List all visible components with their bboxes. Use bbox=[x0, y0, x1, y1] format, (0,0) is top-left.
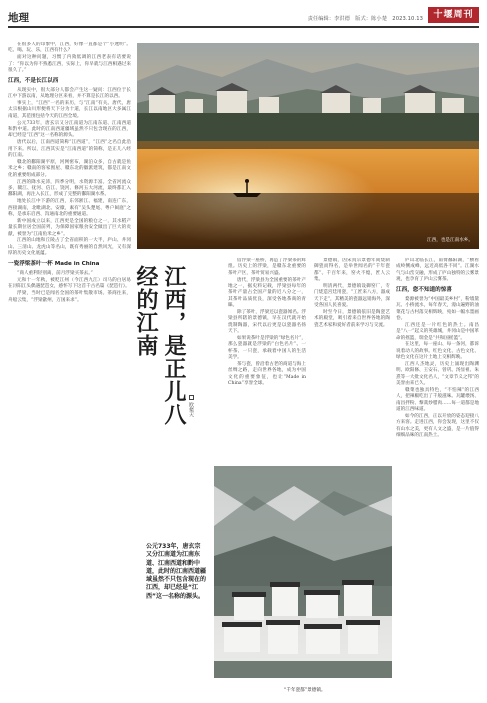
paragraph: 如果说茶叶是浮梁的“绿色名片”，那么瓷器就是浮梁的“白色名片”。一杯茶、一只瓷，承载着中国人的生活美学。 bbox=[228, 335, 306, 360]
river-photo-caption: 江西，也是江南水乡。 bbox=[427, 238, 473, 243]
subheading: 一瓷浮梁茶叶一杯 Made in China bbox=[8, 261, 100, 267]
paragraph: 婺源被誉为“中国最美乡村”，粉墙黛瓦、小桥流水，每年春天，漫山遍野的油菜花与古村落交相辉映，宛如一幅水墨画卷。 bbox=[396, 296, 479, 321]
paragraph: 如今的江西，正以开放的姿态迎接八方来客。走进江西，你会发现，这里不仅有山水之美，更有人文之盛，是一片值得细细品味的江南热土。 bbox=[396, 414, 479, 439]
paragraph: 唐代以后，江南西道简称“江西道”，“江西”之名自此沿用下来。所以，江西其实是“江南西道”的简称，是正儿八经的江南。 bbox=[8, 140, 131, 159]
paragraph: 在这里，每一座山、每一条河，都诉说着动人的故事。红色文化、古色文化、绿色文化在这片土地上交相辉映。 bbox=[396, 342, 479, 361]
article-column-middle bbox=[228, 258, 306, 463]
paragraph: “商人重利轻别离，前月浮梁买茶去。” bbox=[17, 271, 93, 276]
section-name: 地理 bbox=[8, 12, 29, 24]
paragraph: 明清两代，景德镇设御窑厂，专门烧造宫廷用瓷，“工匠来八方，器成天下走”，其精美的瓷器远销海外，深受各国人民喜爱。 bbox=[314, 283, 390, 308]
paragraph: 江西的降水充沛，四季分明，水资源丰富。全省河流众多，赣江、抚河、信江、饶河、修河五大河流，最终都汇入鄱阳湖，再注入长江，形成了完整的鄱阳湖水系。 bbox=[8, 179, 131, 198]
author-name: 欧粲天 bbox=[188, 402, 194, 417]
paragraph: 借浮梁一座桥，再造了浮梁茶的辉煌。历史上的浮梁，是赣东北重要的茶叶产区，茶叶贸易兴盛。 bbox=[228, 258, 306, 276]
paragraph: 江西还是一片红色的热土。南昌是“八一”起义的英雄城，井冈山是中国革命的摇篮，瑞金是“共和国摇篮”。 bbox=[396, 322, 479, 341]
subheading: 江西，您不知道的惊喜 bbox=[396, 286, 452, 293]
paragraph: 新中国成立以来，江西更是全国的粮仓之一，其水稻产量长期位居全国前列，为保障国家粮食安全做出了巨大的贡献，被誉为“江南鱼米之乡”。 bbox=[8, 218, 131, 237]
paragraph: 从现实中，很大部分人都会产生这一疑问：江西位于长江中下游以南，从地理分区来看，并不算是长江的以西。 bbox=[8, 87, 131, 100]
subheading: 江西，不是长江以西 bbox=[8, 77, 59, 84]
paragraph: 茶与瓷，曾沿着古老的商道与海上丝绸之路，走向世界各地，成为中国文化的重要象征，也让“Made in China”享誉全球。 bbox=[228, 361, 306, 386]
paragraph: 元和十一年秋，被贬江州（今江西九江）司马的白居易在浔阳江头偶遇琵琶女，感怀写下这首千古名篇《琵琶行》。 bbox=[8, 277, 131, 290]
article-column-right-2 bbox=[396, 258, 479, 698]
paragraph: 景德镇，因宋真宗景德年间烧制御瓷而得名，是举世闻名的“千年瓷都”。千百年来，窑火不熄，匠人云集。 bbox=[314, 258, 390, 283]
misty-village-image bbox=[214, 466, 392, 696]
river-sunset-image bbox=[137, 43, 479, 249]
paragraph: 赣北的鄱阳湖平原，河网密布，湖泊众多，自古就是鱼米之乡；赣南的客家围屋、赣东北的徽派建筑，都是江南文化的重要组成部分。 bbox=[8, 159, 131, 178]
paragraph: 除了茶叶，浮梁还以瓷器闻名。浮梁县所辖的景德镇，早在汉代就开始烧制陶器，宋代以后更是以瓷器名扬天下。 bbox=[228, 309, 306, 334]
paragraph: 庐山北临长江，南倚鄱阳湖，“横看成岭侧成峰，远近高低各不同”。江湖水气与山峦交融，形成了庐山独特的云雾景观，也孕育了庐山云雾茶。 bbox=[396, 258, 479, 283]
newspaper-logo: 十堰周刊 bbox=[428, 7, 479, 23]
article-title: 江西，是正儿八经的江南 bbox=[133, 265, 187, 426]
paragraph: 面对这种问题，习惯了内敛低调的江西老表有话要说了：“你以为你不熟悉江西，实际上，你早就与江西相遇过来很久了。” bbox=[8, 55, 131, 73]
paragraph: 时至今日，景德镇依旧是陶瓷艺术的殿堂，吸引着来自世界各地的陶瓷艺术家和爱好者前来学习与交流。 bbox=[314, 309, 390, 328]
article-column-right-1 bbox=[314, 258, 390, 463]
editor-meta: 责任编辑：李洪德 版式：陈小楚 2023.10.13 bbox=[307, 16, 423, 22]
paragraph: 地处长江中下游的江西，东邻浙江、福建，南连广东，西接湖南，北毗湖北、安徽，素有“吴头楚尾、粤户闽庭”之称，是承东启西、沟通南北的重要通道。 bbox=[8, 199, 131, 217]
article-column-left bbox=[8, 42, 131, 700]
pull-quote: 公元733年，唐玄宗又分江南道为江南东道、江南西道和黔中道，此时的江南西道疆域虽然不只包含现在的江西，却已经是“江西”这一名称的源头。 bbox=[146, 543, 207, 600]
paragraph: 赣菜也独具特色，“不怕辣”的江西人，把辣椒吃出了千般滋味。瓦罐煨汤、南昌拌粉、藜蒿炒腊肉……每一道都是地道的江西味道。 bbox=[396, 388, 479, 413]
byline bbox=[188, 395, 195, 417]
paragraph: 浮梁，当时已是闻名全国的茶叶集散市场。茶商往来，舟船云集，“浮梁歙州，万国来求”。 bbox=[8, 291, 131, 303]
paragraph: 唐代，浮梁县为全国重要的茶叶产地之一，据史料记载，浮梁县每年的茶叶产量占全国产量的近八分之一，其茶叶品质优良，深受各地茶商的青睐。 bbox=[228, 277, 306, 308]
paragraph: 江西人杰地灵，历史上涌现出陶渊明、欧阳修、王安石、曾巩、汤显祖、朱熹等一大批文化名人，“文章节义之邦”的美誉由来已久。 bbox=[396, 362, 479, 387]
paragraph: 事实上，“江西”一名的来历，与“江南”有关。唐代，唐太宗根据山川形便将天下分为十道，长江以南地区大多属江南道，其范围包括今天的江西全境。 bbox=[8, 101, 131, 119]
paragraph: 公元733年，唐玄宗又分江南道为江南东道、江南西道和黔中道。此时的江南西道疆域虽然不只包含现在的江西，却已经是“江西”这一名称的源头。 bbox=[8, 120, 131, 139]
river-photo bbox=[137, 43, 479, 249]
header-rule bbox=[8, 26, 479, 28]
village-photo-caption: “千年瓷都”景德镇。 bbox=[284, 688, 326, 693]
byline-box-icon bbox=[189, 395, 194, 400]
paragraph: 在很多人的印象中，江西，好像一直都是个“小透明”。吃、喝、玩、乐，江西有什么？ bbox=[8, 42, 131, 54]
paragraph: 江西的山地和丘陵占了全省面积的一大半，庐山、井冈山、三清山、龙虎山等名山，既有秀丽的自然风光，又有深厚的历史文化底蕴。 bbox=[8, 238, 131, 257]
village-photo bbox=[214, 466, 392, 696]
